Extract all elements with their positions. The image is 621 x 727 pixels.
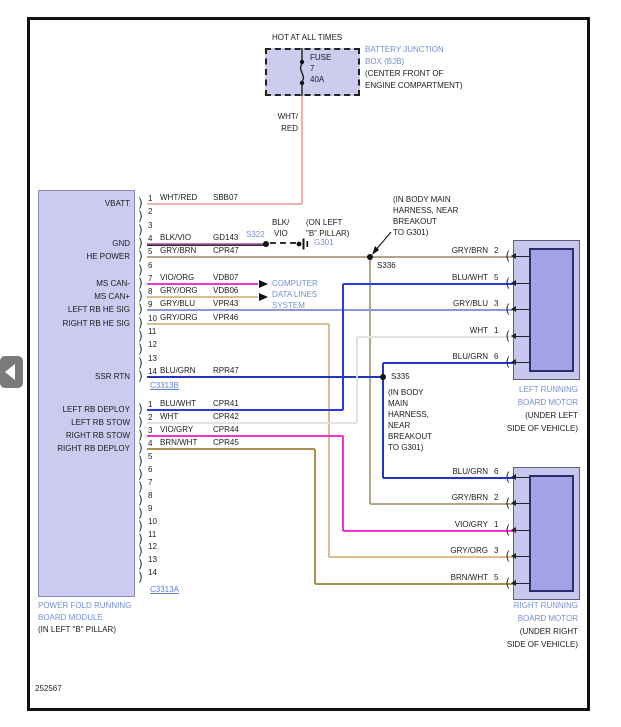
can-note-line3[interactable]: SYSTEM bbox=[272, 301, 305, 310]
ground-icon bbox=[296, 238, 312, 250]
motor-pin-number: 3 bbox=[494, 546, 499, 555]
module-pin-bracket: ) bbox=[137, 289, 145, 303]
motor-pin-arrow bbox=[516, 503, 529, 504]
motor-pin-arrowhead-icon bbox=[511, 553, 516, 559]
module-pin-bracket: ) bbox=[137, 428, 145, 442]
motor-pin-number: 5 bbox=[494, 273, 499, 282]
feed-wire-label-line1: WHT/ bbox=[277, 112, 298, 121]
motor-wire-color-label: WHT bbox=[469, 326, 488, 335]
motor-pin-bracket: ( bbox=[504, 302, 512, 316]
motor-pin-arrowhead-icon bbox=[511, 359, 516, 365]
s335-note-line1: (IN BODY bbox=[388, 388, 424, 397]
s335-note-line5: BREAKOUT bbox=[388, 432, 433, 441]
motor-pin-bracket: ( bbox=[504, 496, 512, 510]
motor-wire-color-label: GRY/ORG bbox=[450, 546, 488, 555]
module-pin-number: 3 bbox=[148, 221, 153, 230]
right-running-board-motor-inner-box bbox=[529, 475, 574, 592]
module-pin-number: 11 bbox=[148, 530, 157, 539]
right-motor-location-line1: (UNDER RIGHT bbox=[519, 627, 578, 636]
module-pin-number: 1 bbox=[148, 400, 153, 409]
can-arrow-icon bbox=[259, 293, 268, 301]
motor-wire-color-label: GRY/BRN bbox=[451, 246, 488, 255]
motor-pin-number: 1 bbox=[494, 520, 499, 529]
wire-color-label: BLU/GRN bbox=[160, 366, 196, 375]
circuit-code-label: VDB06 bbox=[213, 286, 239, 295]
ground-location-line2: "B" PILLAR) bbox=[306, 229, 350, 238]
module-pin-number: 11 bbox=[148, 327, 157, 336]
module-pin-number: 6 bbox=[148, 465, 153, 474]
motor-wire-color-label: BRN/WHT bbox=[450, 573, 488, 582]
module-pin-number: 9 bbox=[148, 504, 153, 513]
s336-note-line4: TO G301) bbox=[393, 228, 429, 237]
wire-vdb06 bbox=[147, 296, 258, 298]
module-pin-bracket: ) bbox=[137, 415, 145, 429]
wire-color-label: GRY/ORG bbox=[160, 286, 198, 295]
wire-cpr47 bbox=[147, 256, 513, 258]
motor-wire-color-label: BLU/GRN bbox=[452, 352, 488, 361]
module-pin-number: 8 bbox=[148, 491, 153, 500]
module-signal-label: MS CAN- bbox=[96, 279, 130, 288]
bjb-location-line1: (CENTER FRONT OF bbox=[365, 69, 444, 78]
module-pin-bracket: ) bbox=[137, 506, 145, 520]
wire-color-label: VIO/GRY bbox=[160, 425, 194, 434]
wire-cpr44 bbox=[147, 435, 343, 437]
circuit-code-label: RPR47 bbox=[213, 366, 239, 375]
module-pin-bracket: ) bbox=[137, 467, 145, 481]
wire-color-label: GRY/BLU bbox=[160, 299, 195, 308]
wire-sbb07 bbox=[147, 203, 302, 205]
feed-wire-label-line2: RED bbox=[281, 124, 298, 133]
s336-note-line1: (IN BODY MAIN bbox=[393, 195, 451, 204]
left-arrow-icon bbox=[5, 364, 15, 380]
wire-color-label: BLU/WHT bbox=[160, 399, 196, 408]
wire-cpr41 bbox=[343, 283, 513, 285]
motor-pin-arrowhead-icon bbox=[511, 580, 516, 586]
module-pin-bracket: ) bbox=[137, 519, 145, 533]
module-pin-number: 6 bbox=[148, 261, 153, 270]
module-pin-bracket: ) bbox=[137, 544, 145, 558]
module-signal-label: LEFT RB DEPLOY bbox=[62, 405, 130, 414]
module-pin-number: 2 bbox=[148, 207, 153, 216]
module-caption-line1[interactable]: POWER FOLD RUNNING bbox=[38, 601, 132, 610]
module-pin-number: 1 bbox=[148, 194, 153, 203]
wire-color-label: VIO/ORG bbox=[160, 273, 195, 282]
splice-s322-label[interactable]: S322 bbox=[246, 230, 265, 239]
wire-vpr46 bbox=[329, 556, 513, 558]
motor-pin-bracket: ( bbox=[504, 576, 512, 590]
motor-pin-arrowhead-icon bbox=[511, 527, 516, 533]
module-pin-bracket: ) bbox=[137, 209, 145, 223]
wire-cpr44 bbox=[342, 436, 344, 531]
motor-pin-arrowhead-icon bbox=[511, 474, 516, 480]
s335-note-line2: MAIN bbox=[388, 399, 408, 408]
module-pin-bracket: ) bbox=[137, 480, 145, 494]
motor-pin-number: 3 bbox=[494, 299, 499, 308]
module-pin-bracket: ) bbox=[137, 263, 145, 277]
module-pin-number: 12 bbox=[148, 340, 157, 349]
motor-wire-color-label: VIO/GRY bbox=[454, 520, 488, 529]
ground-wire-label-line1: BLK/ bbox=[272, 218, 290, 227]
wire-cpr42 bbox=[356, 337, 358, 423]
ground-wire-label-line2: VIO bbox=[274, 229, 288, 238]
wire-cpr42 bbox=[147, 422, 357, 424]
module-signal-label: LEFT RB HE SIG bbox=[67, 305, 130, 314]
module-pin-bracket: ) bbox=[137, 316, 145, 330]
wire-color-label: GRY/BRN bbox=[160, 246, 197, 255]
module-pin-number: 5 bbox=[148, 247, 153, 256]
module-pin-bracket: ) bbox=[137, 441, 145, 455]
module-signal-label: RIGHT RB HE SIG bbox=[62, 319, 130, 328]
hot-at-all-times-label: HOT AT ALL TIMES bbox=[272, 33, 343, 42]
motor-pin-arrowhead-icon bbox=[511, 280, 516, 286]
wire-cpr44 bbox=[343, 530, 513, 532]
motor-pin-number: 5 bbox=[494, 573, 499, 582]
module-pin-bracket: ) bbox=[137, 249, 145, 263]
previous-page-button[interactable] bbox=[0, 356, 23, 388]
module-pin-number: 14 bbox=[148, 568, 157, 577]
module-pin-number: 13 bbox=[148, 555, 157, 564]
module-pin-number: 14 bbox=[148, 367, 157, 376]
motor-pin-arrow bbox=[516, 530, 529, 531]
s336-note-line2: HARNESS, NEAR bbox=[393, 206, 459, 215]
left-motor-location-line1: (UNDER LEFT bbox=[525, 411, 578, 420]
splice-s335-label: S335 bbox=[391, 372, 410, 381]
module-pin-number: 13 bbox=[148, 354, 157, 363]
right-motor-name-line1[interactable]: RIGHT RUNNING bbox=[513, 601, 578, 610]
module-pin-bracket: ) bbox=[137, 369, 145, 383]
wire-cpr45 bbox=[315, 583, 513, 585]
wire-sbb07 bbox=[301, 96, 303, 204]
fuse-label: FUSE bbox=[310, 53, 332, 62]
bjb-name-line2[interactable]: BOX (BJB) bbox=[365, 57, 405, 66]
wire-vpr43 bbox=[147, 309, 513, 311]
wire-cpr47 bbox=[369, 257, 371, 504]
module-pin-bracket: ) bbox=[137, 276, 145, 290]
module-caption-line2[interactable]: BOARD MODULE bbox=[38, 613, 103, 622]
module-signal-label: RIGHT RB STOW bbox=[65, 431, 130, 440]
module-pin-number: 3 bbox=[148, 426, 153, 435]
wire-cpr42 bbox=[357, 336, 513, 338]
module-pin-bracket: ) bbox=[137, 454, 145, 468]
right-motor-name-line2[interactable]: BOARD MOTOR bbox=[517, 614, 578, 623]
motor-pin-arrowhead-icon bbox=[511, 253, 516, 259]
wire-color-label: GRY/ORG bbox=[160, 313, 198, 322]
module-pin-bracket: ) bbox=[137, 356, 145, 370]
s335-note-line4: NEAR bbox=[388, 421, 411, 430]
wire-color-label: WHT bbox=[160, 412, 179, 421]
motor-pin-number: 1 bbox=[494, 326, 499, 335]
motor-pin-bracket: ( bbox=[504, 329, 512, 343]
wire-cpr47 bbox=[370, 503, 513, 505]
connector-c3313b-link[interactable]: C3313B bbox=[150, 381, 179, 390]
bjb-name-line1[interactable]: BATTERY JUNCTION bbox=[365, 45, 444, 54]
wire-color-label: BRN/WHT bbox=[160, 438, 198, 447]
motor-pin-arrow bbox=[516, 362, 529, 363]
wire-vdb07 bbox=[147, 283, 258, 285]
motor-wire-color-label: GRY/BRN bbox=[451, 493, 488, 502]
module-pin-number: 4 bbox=[148, 234, 153, 243]
circuit-code-label: CPR47 bbox=[213, 246, 239, 255]
wire-rpr47 bbox=[147, 376, 383, 378]
module-signal-label: HE POWER bbox=[86, 252, 130, 261]
motor-pin-number: 2 bbox=[494, 246, 499, 255]
left-motor-name-line1[interactable]: LEFT RUNNING bbox=[519, 385, 578, 394]
motor-pin-arrow bbox=[516, 583, 529, 584]
module-pin-bracket: ) bbox=[137, 196, 145, 210]
motor-pin-bracket: ( bbox=[504, 249, 512, 263]
splice-s336-label: S336 bbox=[377, 261, 396, 270]
motor-pin-arrowhead-icon bbox=[511, 333, 516, 339]
motor-pin-bracket: ( bbox=[504, 276, 512, 290]
left-motor-location-line2: SIDE OF VEHICLE) bbox=[506, 424, 578, 433]
wire-cpr41 bbox=[342, 284, 344, 410]
module-pin-bracket: ) bbox=[137, 402, 145, 416]
module-pin-bracket: ) bbox=[137, 532, 145, 546]
module-pin-bracket: ) bbox=[137, 557, 145, 571]
module-pin-bracket: ) bbox=[137, 493, 145, 507]
wire-cpr45 bbox=[147, 448, 315, 450]
wire-rpr47 bbox=[383, 477, 513, 479]
s336-note-line3: BREAKOUT bbox=[393, 217, 438, 226]
motor-pin-bracket: ( bbox=[504, 355, 512, 369]
motor-wire-color-label: GRY/BLU bbox=[453, 299, 488, 308]
wire-rpr47 bbox=[383, 362, 513, 364]
circuit-code-label: CPR45 bbox=[213, 438, 239, 447]
motor-pin-bracket: ( bbox=[504, 549, 512, 563]
module-pin-number: 12 bbox=[148, 542, 157, 551]
motor-pin-number: 6 bbox=[494, 467, 499, 476]
left-running-board-motor-inner-box bbox=[529, 248, 574, 372]
module-pin-number: 7 bbox=[148, 274, 153, 283]
circuit-code-label: CPR42 bbox=[213, 412, 239, 421]
module-pin-number: 10 bbox=[148, 517, 157, 526]
module-pin-number: 9 bbox=[148, 300, 153, 309]
can-note-line2[interactable]: DATA LINES bbox=[272, 290, 318, 299]
module-pin-bracket: ) bbox=[137, 236, 145, 250]
ground-location-line1: (ON LEFT bbox=[306, 218, 343, 227]
can-note-line1[interactable]: COMPUTER bbox=[272, 279, 318, 288]
circuit-code-label: CPR44 bbox=[213, 425, 239, 434]
diagram-number: 252567 bbox=[35, 684, 62, 693]
motor-pin-arrow bbox=[516, 309, 529, 310]
ground-dashed-wire bbox=[270, 242, 296, 244]
circuit-code-label: VPR46 bbox=[213, 313, 239, 322]
circuit-code-label: SBB07 bbox=[213, 193, 238, 202]
connector-c3313a-link[interactable]: C3313A bbox=[150, 585, 179, 594]
splice-s336-dot bbox=[367, 254, 373, 260]
circuit-code-label: VPR43 bbox=[213, 299, 239, 308]
splice-s322-dot bbox=[263, 241, 269, 247]
wire-rpr47 bbox=[382, 363, 384, 478]
circuit-code-label: GD143 bbox=[213, 233, 239, 242]
module-pin-number: 10 bbox=[148, 314, 157, 323]
wire-cpr41 bbox=[147, 409, 343, 411]
can-arrow-icon bbox=[259, 280, 268, 288]
motor-wire-color-label: BLU/GRN bbox=[452, 467, 488, 476]
motor-pin-bracket: ( bbox=[504, 523, 512, 537]
module-pin-bracket: ) bbox=[137, 342, 145, 356]
circuit-code-label: CPR41 bbox=[213, 399, 239, 408]
motor-pin-arrowhead-icon bbox=[511, 500, 516, 506]
motor-pin-arrow bbox=[516, 336, 529, 337]
wire-vpr46 bbox=[147, 323, 329, 325]
motor-pin-arrow bbox=[516, 283, 529, 284]
s335-note-line3: HARNESS, bbox=[388, 410, 429, 419]
module-pin-bracket: ) bbox=[137, 570, 145, 584]
wire-color-label: BLK/VIO bbox=[160, 233, 192, 242]
module-caption-location: (IN LEFT "B" PILLAR) bbox=[38, 625, 116, 634]
bjb-location-line2: ENGINE COMPARTMENT) bbox=[365, 81, 463, 90]
motor-pin-number: 2 bbox=[494, 493, 499, 502]
module-signal-label: VBATT bbox=[104, 199, 130, 208]
module-pin-bracket: ) bbox=[137, 302, 145, 316]
fuse-number: 7 bbox=[310, 64, 315, 73]
s335-note-line6: TO G301) bbox=[388, 443, 424, 452]
module-pin-number: 4 bbox=[148, 439, 153, 448]
motor-pin-arrow bbox=[516, 556, 529, 557]
circuit-code-label: VDB07 bbox=[213, 273, 239, 282]
wire-color-label: WHT/RED bbox=[160, 193, 198, 202]
left-motor-name-line2[interactable]: BOARD MOTOR bbox=[517, 398, 578, 407]
right-motor-location-line2: SIDE OF VEHICLE) bbox=[506, 640, 578, 649]
module-signal-label: SSR RTN bbox=[95, 372, 130, 381]
module-pin-number: 8 bbox=[148, 287, 153, 296]
wire-vpr46 bbox=[328, 324, 330, 557]
wire-cpr45 bbox=[314, 449, 316, 584]
splice-s335-dot bbox=[380, 374, 386, 380]
ground-g301-label[interactable]: G301 bbox=[314, 238, 334, 247]
module-pin-number: 2 bbox=[148, 413, 153, 422]
module-pin-number: 5 bbox=[148, 452, 153, 461]
motor-pin-arrow bbox=[516, 256, 529, 257]
motor-pin-arrowhead-icon bbox=[511, 306, 516, 312]
module-signal-label: LEFT RB STOW bbox=[71, 418, 130, 427]
module-signal-label: MS CAN+ bbox=[94, 292, 130, 301]
motor-wire-color-label: BLU/WHT bbox=[452, 273, 488, 282]
motor-pin-bracket: ( bbox=[504, 470, 512, 484]
module-pin-number: 7 bbox=[148, 478, 153, 487]
motor-pin-arrow bbox=[516, 477, 529, 478]
module-pin-bracket: ) bbox=[137, 223, 145, 237]
module-pin-bracket: ) bbox=[137, 329, 145, 343]
fuse-rating: 40A bbox=[310, 75, 325, 84]
fuse-icon bbox=[296, 48, 309, 96]
module-signal-label: GND bbox=[112, 239, 130, 248]
module-signal-label: RIGHT RB DEPLOY bbox=[57, 444, 130, 453]
motor-pin-number: 6 bbox=[494, 352, 499, 361]
